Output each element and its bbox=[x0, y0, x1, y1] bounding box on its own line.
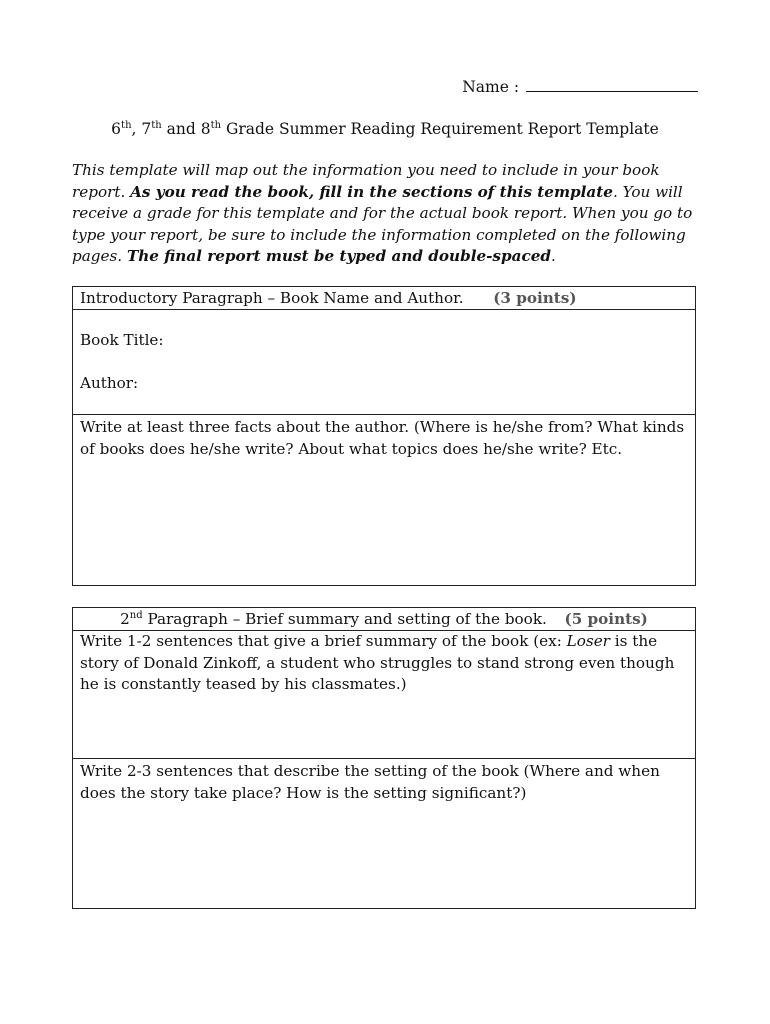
intro-bold-instruction: As you read the book, fill in the sections of this template bbox=[130, 182, 613, 201]
section-1-table bbox=[72, 286, 696, 586]
name-label: Name : bbox=[462, 78, 520, 96]
intro-bold-final-report: The final report must be typed and double-spaced bbox=[126, 247, 551, 265]
section-2-heading: Paragraph – Brief summary and setting of the book. bbox=[142, 610, 547, 628]
intro-sentence-1: This template will map out the information you need to include in your book report. bbox=[72, 161, 660, 201]
section-2-points: (5 points) bbox=[564, 610, 648, 628]
page-title bbox=[0, 118, 770, 140]
intro-period: . bbox=[550, 247, 556, 265]
section-1-book-info-cell[interactable] bbox=[73, 310, 695, 415]
section-1-points: (3 points) bbox=[493, 289, 577, 307]
summary-prompt-end: is the story of Donald Zinkoff, a student who struggles to stand strong even though he is constantly teased by his classmates.) bbox=[80, 632, 675, 693]
section-2-header bbox=[73, 608, 695, 631]
section-1-heading: Introductory Paragraph – Book Name and Author. bbox=[80, 289, 464, 307]
intro-sentence-2: . You will receive a grade for this template and for the actual book report. When you go to type your report, be sure to include the information completed on the following pages. bbox=[72, 182, 693, 265]
summary-cell[interactable] bbox=[73, 631, 695, 759]
intro-paragraph bbox=[72, 160, 700, 268]
setting-cell[interactable] bbox=[73, 759, 695, 908]
author-facts-cell[interactable] bbox=[73, 415, 695, 585]
title-grade-6: 6 bbox=[111, 120, 122, 138]
title-grade-7: , 7 bbox=[131, 120, 152, 138]
summary-prompt-start: Write 1-2 sentences that give a brief summary of the book (ex: bbox=[80, 632, 567, 650]
title-sup-6: th bbox=[121, 119, 132, 131]
book-title-label: Book Title: bbox=[80, 331, 164, 349]
section-2-heading-sup: nd bbox=[129, 609, 143, 621]
author-facts-prompt: Write at least three facts about the author. (Where is he/she from? What kinds of books does he/she write? About what topics does he/she write? Etc. bbox=[80, 418, 685, 458]
summary-book-example: Loser bbox=[566, 632, 610, 650]
title-sup-7: th bbox=[151, 119, 162, 131]
section-2-table bbox=[72, 607, 696, 909]
title-grade-8: and 8 bbox=[161, 120, 211, 138]
author-label: Author: bbox=[80, 373, 139, 392]
title-sup-8: th bbox=[210, 119, 222, 131]
section-2-heading-num: 2 bbox=[120, 610, 130, 628]
title-text: Grade Summer Reading Requirement Report Template bbox=[221, 120, 659, 138]
setting-prompt: Write 2-3 sentences that describe the setting of the book (Where and when does the story take place? How is the setting significant?) bbox=[80, 762, 660, 802]
name-blank-line[interactable] bbox=[526, 75, 698, 92]
section-1-header bbox=[73, 287, 695, 310]
name-field[interactable] bbox=[462, 75, 698, 98]
